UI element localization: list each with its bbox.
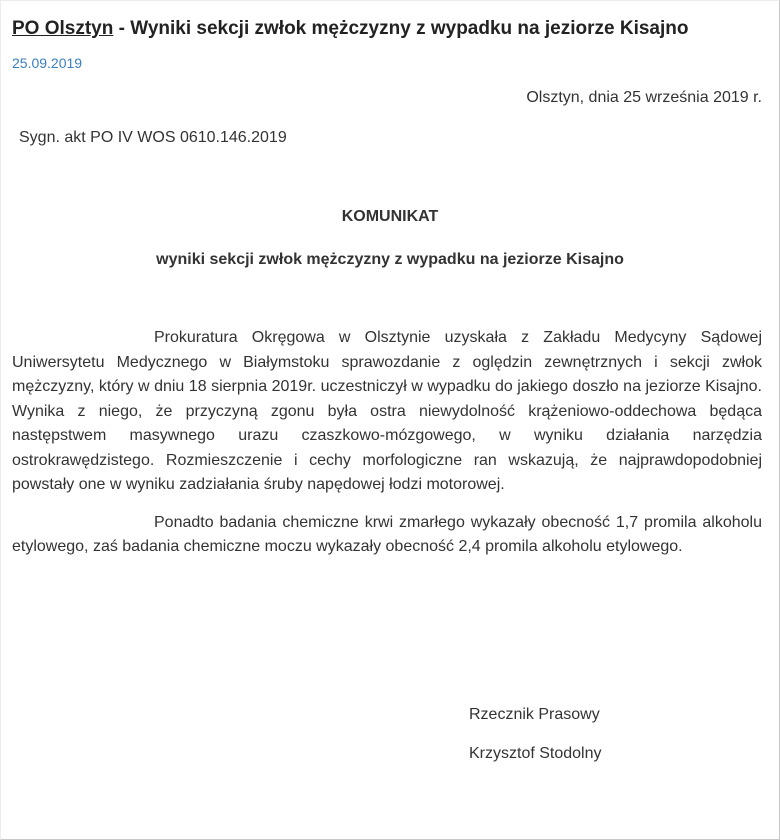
body-paragraph: Ponadto badania chemiczne krwi zmarłego wykazały obecność 1,7 promila alkoholu etylowego, zaś badania chemiczne moczu wykazały obecność 2,4 promila alkoholu etylowego.: [12, 513, 762, 555]
title-text: - Wyniki sekcji zwłok mężczyzny z wypadku na jeziorze Kisajno: [113, 18, 689, 39]
place-and-date: Olsztyn, dnia 25 września 2019 r.: [526, 89, 762, 106]
case-reference: Sygn. akt PO IV WOS 0610.146.2019: [19, 129, 287, 146]
page-title: [12, 18, 688, 40]
publish-date: 25.09.2019: [12, 55, 83, 71]
document-subheading: wyniki sekcji zwłok mężczyzny z wypadku na jeziorze Kisajno: [156, 251, 624, 268]
document-heading: KOMUNIKAT: [341, 208, 439, 225]
body-paragraph: Prokuratura Okręgowa w Olsztynie uzyskała z Zakładu Medycyny Sądowej Uniwersytetu Medycznego w Białymstoku sprawozdanie z oględzin zewnętrznych i sekcji zwłok mężczyzny, który w dniu 18 sierpnia 2019r. uczestniczył w wypadku do jakiego doszło na jeziorze Kisajno. Wynika z niego, że przyczyną zgonu była ostra niewydolność krążeniowo-oddechowa będąca następstwem masywnego urazu czaszkowo-mózgowego, w wyniku działania narzędzia ostrokrawędzistego. Rozmieszczenie i cechy morfologiczne ran wskazują, że najprawdopodobniej powstały one w wyniku zadziałania śruby napędowej łodzi motorowej.: [12, 329, 762, 493]
source-link[interactable]: PO Olsztyn: [12, 18, 114, 39]
signature-name: Krzysztof Stodolny: [469, 745, 602, 762]
signature-role: Rzecznik Prasowy: [469, 706, 600, 723]
document-body: [12, 326, 762, 560]
